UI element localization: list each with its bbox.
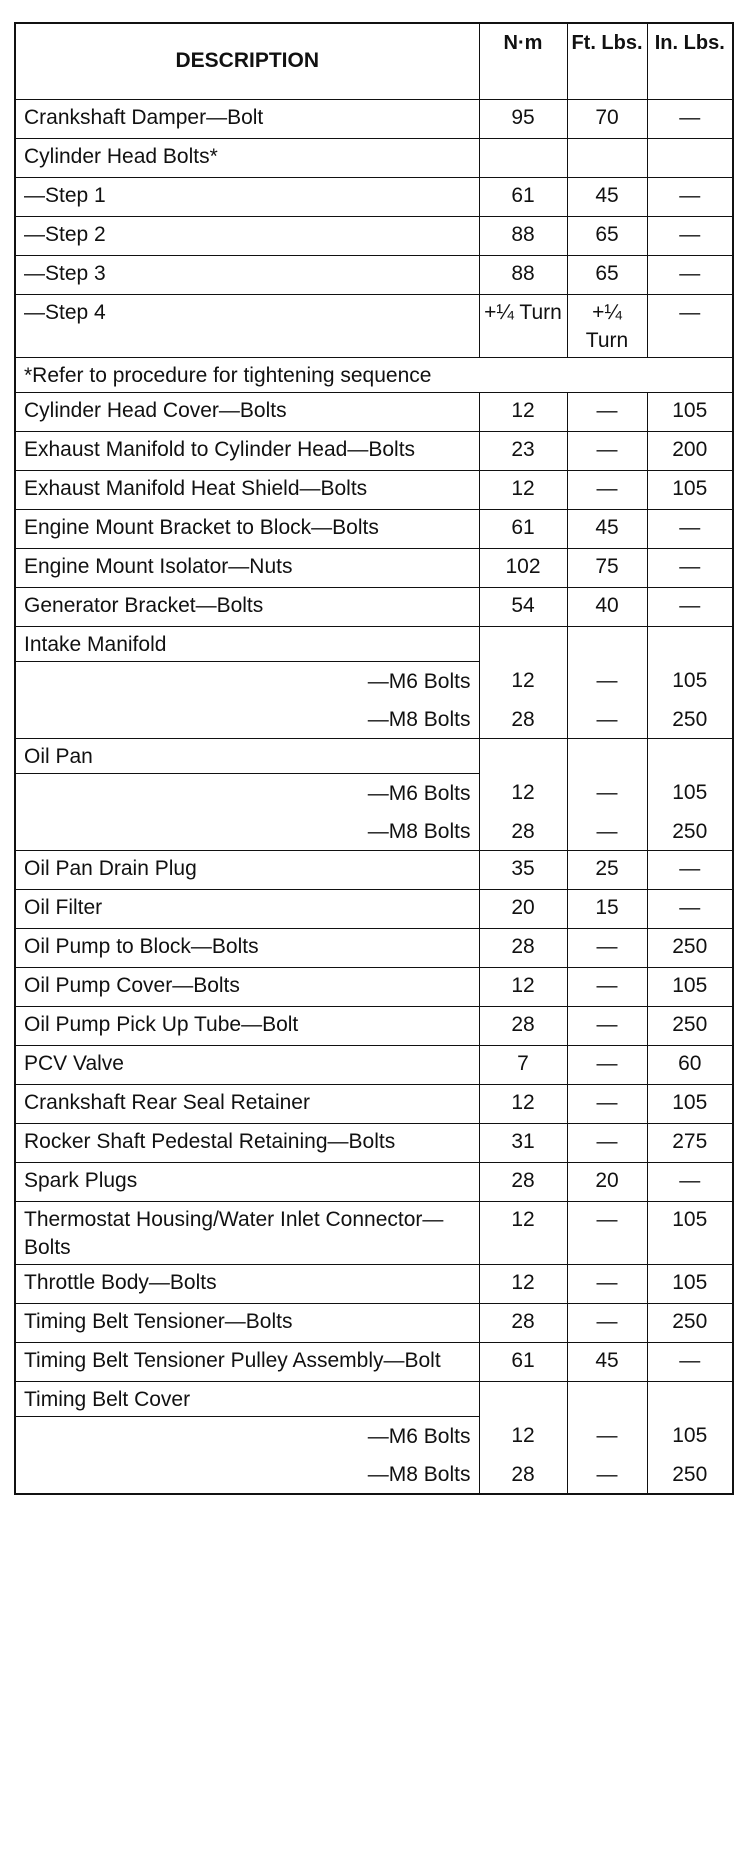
ft-lbs-cell: — [567, 1416, 647, 1455]
tightening-note: *Refer to procedure for tightening sequence [15, 357, 733, 392]
nm-cell: 88 [479, 216, 567, 255]
in-lbs-cell: 250 [647, 812, 733, 851]
in-lbs-cell: — [647, 216, 733, 255]
description-cell: Thermostat Housing/Water Inlet Connector—Bolts [15, 1201, 479, 1264]
in-lbs-cell: 105 [647, 1084, 733, 1123]
description-cell: —M6 Bolts [15, 661, 479, 700]
ft-lbs-cell: 25 [567, 850, 647, 889]
table-row [15, 812, 733, 851]
nm-cell: 12 [479, 392, 567, 431]
torque-spec-table [14, 22, 734, 1495]
in-lbs-cell: 275 [647, 1123, 733, 1162]
description-cell: Exhaust Manifold to Cylinder Head—Bolts [15, 431, 479, 470]
nm-cell: 28 [479, 812, 567, 851]
in-lbs-cell: 60 [647, 1045, 733, 1084]
table-row [15, 138, 733, 177]
group-label: Timing Belt Cover [15, 1381, 479, 1416]
nm-cell: 12 [479, 1201, 567, 1264]
header-description: DESCRIPTION [15, 23, 479, 99]
description-cell: Generator Bracket—Bolts [15, 587, 479, 626]
ft-lbs-cell: — [567, 392, 647, 431]
empty-cell [647, 626, 733, 661]
ft-lbs-cell: — [567, 1084, 647, 1123]
ft-lbs-cell: — [567, 928, 647, 967]
nm-cell [479, 138, 567, 177]
nm-cell: 28 [479, 1455, 567, 1494]
table-row [15, 773, 733, 812]
in-lbs-cell: 105 [647, 392, 733, 431]
ft-lbs-cell: — [567, 1303, 647, 1342]
in-lbs-cell [647, 138, 733, 177]
empty-cell [567, 626, 647, 661]
in-lbs-cell: — [647, 1162, 733, 1201]
empty-cell [647, 1381, 733, 1416]
nm-cell: 12 [479, 1264, 567, 1303]
ft-lbs-cell: — [567, 1455, 647, 1494]
description-cell: Spark Plugs [15, 1162, 479, 1201]
description-cell: —Step 4 [15, 294, 479, 357]
description-cell: Rocker Shaft Pedestal Retaining—Bolts [15, 1123, 479, 1162]
description-cell: Crankshaft Rear Seal Retainer [15, 1084, 479, 1123]
ft-lbs-cell: — [567, 1006, 647, 1045]
torque-spec-sheet [14, 22, 732, 1495]
nm-cell: 28 [479, 1303, 567, 1342]
description-cell: —Step 2 [15, 216, 479, 255]
description-cell: —Step 3 [15, 255, 479, 294]
nm-cell: +¼ Turn [479, 294, 567, 357]
ft-lbs-cell: — [567, 1123, 647, 1162]
description-cell: Timing Belt Tensioner—Bolts [15, 1303, 479, 1342]
ft-lbs-cell: 75 [567, 548, 647, 587]
nm-cell: 28 [479, 928, 567, 967]
ft-lbs-cell: +¼ Turn [567, 294, 647, 357]
in-lbs-cell: 105 [647, 661, 733, 700]
in-lbs-cell: 200 [647, 431, 733, 470]
in-lbs-cell: 105 [647, 470, 733, 509]
table-row [15, 889, 733, 928]
in-lbs-cell: 105 [647, 773, 733, 812]
description-cell: PCV Valve [15, 1045, 479, 1084]
description-cell: Engine Mount Isolator—Nuts [15, 548, 479, 587]
table-row [15, 1045, 733, 1084]
table-body [15, 99, 733, 1494]
nm-cell: 12 [479, 661, 567, 700]
ft-lbs-cell: — [567, 967, 647, 1006]
in-lbs-cell: — [647, 548, 733, 587]
description-cell: Oil Pan Drain Plug [15, 850, 479, 889]
note-row [15, 357, 733, 392]
nm-cell: 12 [479, 773, 567, 812]
empty-cell [647, 738, 733, 773]
header-in-lbs: In. Lbs. [647, 23, 733, 99]
nm-cell: 102 [479, 548, 567, 587]
table-row [15, 1264, 733, 1303]
in-lbs-cell: — [647, 889, 733, 928]
table-row [15, 850, 733, 889]
table-row [15, 99, 733, 138]
table-row [15, 967, 733, 1006]
ft-lbs-cell: 65 [567, 255, 647, 294]
nm-cell: 23 [479, 431, 567, 470]
description-cell: —M6 Bolts [15, 773, 479, 812]
header-row [15, 23, 733, 99]
table-row [15, 294, 733, 357]
ft-lbs-cell: — [567, 470, 647, 509]
description-cell: Crankshaft Damper—Bolt [15, 99, 479, 138]
ft-lbs-cell: 45 [567, 509, 647, 548]
table-row [15, 216, 733, 255]
description-cell: Oil Pump Cover—Bolts [15, 967, 479, 1006]
nm-cell: 12 [479, 967, 567, 1006]
description-cell: Throttle Body—Bolts [15, 1264, 479, 1303]
nm-cell: 54 [479, 587, 567, 626]
ft-lbs-cell: 70 [567, 99, 647, 138]
table-row [15, 1416, 733, 1455]
in-lbs-cell: 250 [647, 1006, 733, 1045]
header-nm: N·m [479, 23, 567, 99]
nm-cell: 12 [479, 470, 567, 509]
nm-cell: 61 [479, 1342, 567, 1381]
description-cell: —Step 1 [15, 177, 479, 216]
description-cell: —M8 Bolts [15, 700, 479, 739]
table-row [15, 1123, 733, 1162]
in-lbs-cell: 105 [647, 967, 733, 1006]
empty-cell [567, 1381, 647, 1416]
description-cell: Oil Pump to Block—Bolts [15, 928, 479, 967]
table-row [15, 1342, 733, 1381]
ft-lbs-cell [567, 138, 647, 177]
group-row [15, 738, 733, 773]
ft-lbs-cell: — [567, 700, 647, 739]
table-row [15, 587, 733, 626]
in-lbs-cell: — [647, 294, 733, 357]
table-row [15, 177, 733, 216]
empty-cell [479, 738, 567, 773]
empty-cell [567, 738, 647, 773]
description-cell: Cylinder Head Cover—Bolts [15, 392, 479, 431]
table-row [15, 1162, 733, 1201]
in-lbs-cell: — [647, 509, 733, 548]
ft-lbs-cell: — [567, 1045, 647, 1084]
nm-cell: 31 [479, 1123, 567, 1162]
description-cell: Timing Belt Tensioner Pulley Assembly—Bolt [15, 1342, 479, 1381]
empty-cell [479, 626, 567, 661]
table-row [15, 1303, 733, 1342]
nm-cell: 28 [479, 1006, 567, 1045]
in-lbs-cell: 105 [647, 1416, 733, 1455]
ft-lbs-cell: 40 [567, 587, 647, 626]
table-row [15, 548, 733, 587]
in-lbs-cell: — [647, 99, 733, 138]
ft-lbs-cell: — [567, 431, 647, 470]
in-lbs-cell: 250 [647, 1455, 733, 1494]
in-lbs-cell: 105 [647, 1201, 733, 1264]
description-cell: Cylinder Head Bolts* [15, 138, 479, 177]
in-lbs-cell: 250 [647, 700, 733, 739]
ft-lbs-cell: 45 [567, 177, 647, 216]
nm-cell: 95 [479, 99, 567, 138]
group-row [15, 1381, 733, 1416]
header-ft-lbs: Ft. Lbs. [567, 23, 647, 99]
nm-cell: 28 [479, 700, 567, 739]
ft-lbs-cell: — [567, 1201, 647, 1264]
ft-lbs-cell: — [567, 1264, 647, 1303]
ft-lbs-cell: — [567, 773, 647, 812]
group-label: Oil Pan [15, 738, 479, 773]
ft-lbs-cell: — [567, 812, 647, 851]
description-cell: —M6 Bolts [15, 1416, 479, 1455]
nm-cell: 12 [479, 1416, 567, 1455]
table-row [15, 1084, 733, 1123]
table-row [15, 700, 733, 739]
description-cell: Oil Filter [15, 889, 479, 928]
table-row [15, 470, 733, 509]
nm-cell: 28 [479, 1162, 567, 1201]
nm-cell: 61 [479, 177, 567, 216]
nm-cell: 7 [479, 1045, 567, 1084]
in-lbs-cell: 105 [647, 1264, 733, 1303]
table-row [15, 1006, 733, 1045]
ft-lbs-cell: 45 [567, 1342, 647, 1381]
in-lbs-cell: — [647, 850, 733, 889]
in-lbs-cell: 250 [647, 928, 733, 967]
nm-cell: 20 [479, 889, 567, 928]
group-label: Intake Manifold [15, 626, 479, 661]
group-row [15, 626, 733, 661]
in-lbs-cell: — [647, 255, 733, 294]
description-cell: Oil Pump Pick Up Tube—Bolt [15, 1006, 479, 1045]
nm-cell: 35 [479, 850, 567, 889]
description-cell: Engine Mount Bracket to Block—Bolts [15, 509, 479, 548]
description-cell: —M8 Bolts [15, 1455, 479, 1494]
table-row [15, 661, 733, 700]
ft-lbs-cell: — [567, 661, 647, 700]
in-lbs-cell: 250 [647, 1303, 733, 1342]
ft-lbs-cell: 65 [567, 216, 647, 255]
empty-cell [479, 1381, 567, 1416]
table-row [15, 928, 733, 967]
nm-cell: 88 [479, 255, 567, 294]
table-row [15, 509, 733, 548]
table-row [15, 1201, 733, 1264]
in-lbs-cell: — [647, 587, 733, 626]
table-row [15, 1455, 733, 1494]
description-cell: Exhaust Manifold Heat Shield—Bolts [15, 470, 479, 509]
nm-cell: 12 [479, 1084, 567, 1123]
in-lbs-cell: — [647, 1342, 733, 1381]
description-cell: —M8 Bolts [15, 812, 479, 851]
ft-lbs-cell: 15 [567, 889, 647, 928]
ft-lbs-cell: 20 [567, 1162, 647, 1201]
table-row [15, 255, 733, 294]
in-lbs-cell: — [647, 177, 733, 216]
table-row [15, 392, 733, 431]
table-row [15, 431, 733, 470]
nm-cell: 61 [479, 509, 567, 548]
